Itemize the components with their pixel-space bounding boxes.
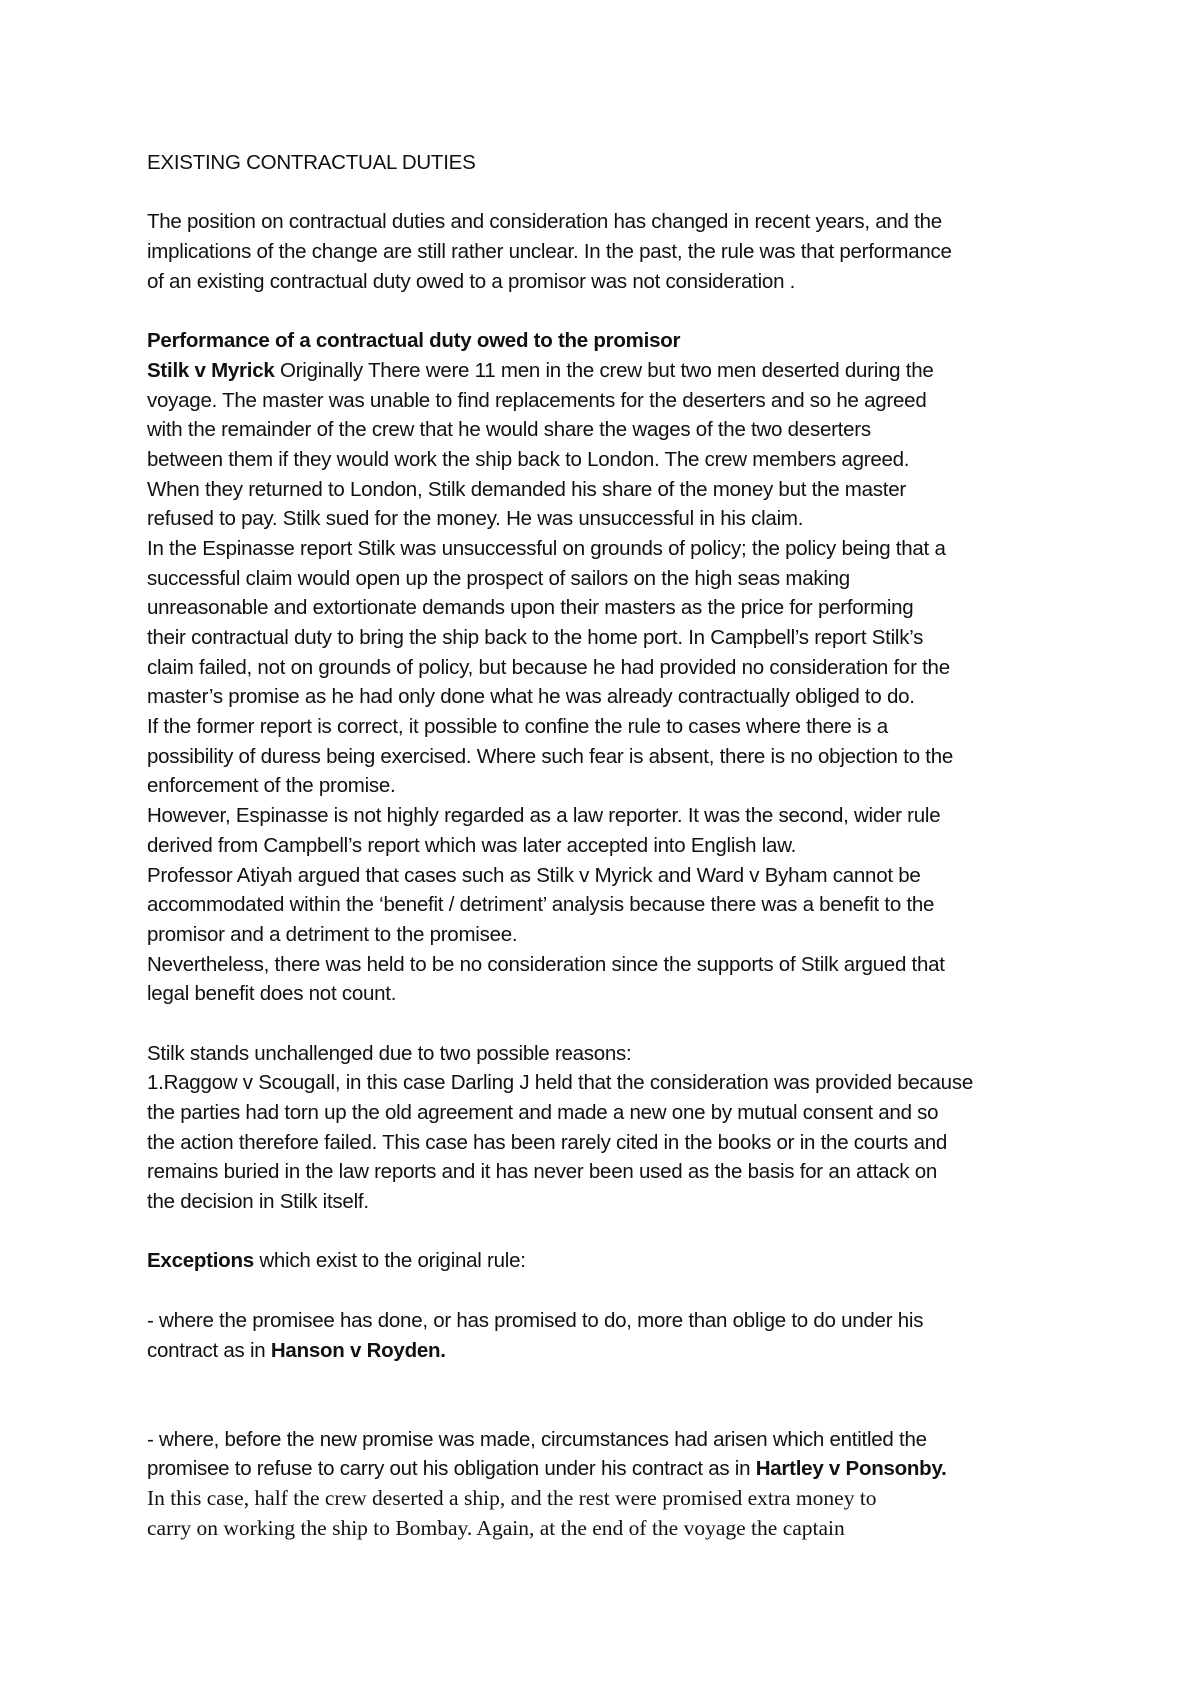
paragraph-line: promisor and a detriment to the promisee. (147, 922, 518, 946)
section-heading-text: Performance of a contractual duty owed to the promisor (147, 329, 681, 353)
paragraph-line: their contractual duty to bring the ship back to the home port. In Campbell’s report Stilk’s (147, 626, 924, 649)
paragraph-line: unreasonable and extortionate demands upon their masters as the price for performing (147, 596, 914, 620)
paragraph-line: voyage. The master was unable to find replacements for the deserters and so he agreed (147, 388, 927, 412)
paragraph-line: 1.Raggow v Scougall, in this case Darling J held that the consideration was provided because (147, 1071, 973, 1095)
exceptions-heading (147, 1246, 1077, 1276)
exception-item-1-line (147, 1336, 1077, 1366)
document-title: EXISTING CONTRACTUAL DUTIES (147, 151, 476, 174)
exceptions-heading-bold: Exceptions (147, 1249, 254, 1273)
paragraph-line: with the remainder of the crew that he would share the wages of the two deserters (147, 418, 871, 442)
spacer (147, 1217, 1077, 1247)
paragraph-line: Nevertheless, there was held to be no consideration since the supports of Stilk argued that (147, 952, 945, 976)
spacer (147, 296, 1077, 326)
intro-line: of an existing contractual duty owed to a promisor was not consideration . (147, 269, 796, 293)
spacer (147, 1276, 1077, 1306)
paragraph-line: accommodated within the ‘benefit / detriment’ analysis because there was a benefit to the (147, 893, 935, 917)
section-heading (147, 326, 1077, 356)
paragraph-line: the decision in Stilk itself. (147, 1190, 369, 1214)
paragraph-line: remains buried in the law reports and it has never been used as the basis for an attack on (147, 1160, 938, 1184)
paragraph-line: When they returned to London, Stilk demanded his share of the money but the master (147, 477, 906, 501)
paragraph-line: Professor Atiyah argued that cases such as Stilk v Myrick and Ward v Byham cannot be (147, 863, 921, 887)
exception-item-2-line (147, 1454, 1077, 1484)
exception-item-1-text: contract as in (147, 1338, 271, 1362)
exception-item-2-line: - where, before the new promise was made, circumstances had arisen which entitled the (147, 1427, 927, 1451)
paragraph-line: Stilk stands unchallenged due to two possible reasons: (147, 1041, 632, 1065)
exceptions-heading-text: which exist to the original rule: (253, 1249, 526, 1273)
spacer (147, 1009, 1077, 1039)
exception-item-2-text: promisee to refuse to carry out his obligation under his contract as in (147, 1457, 756, 1481)
paragraph-line: In the Espinasse report Stilk was unsuccessful on grounds of policy; the policy being that a (147, 536, 946, 560)
paragraph-line: derived from Campbell’s report which was later accepted into English law. (147, 833, 797, 857)
document-body (147, 148, 1077, 1543)
paragraph-line: possibility of duress being exercised. Where such fear is absent, there is no objection to the (147, 744, 954, 768)
spacer (147, 1365, 1077, 1395)
paragraph-line: between them if they would work the ship back to London. The crew members agreed. (147, 447, 910, 471)
paragraph-line: If the former report is correct, it possible to confine the rule to cases where there is a (147, 715, 888, 739)
case-name-hanson: Hanson v Royden. (270, 1338, 446, 1362)
spacer (147, 1395, 1077, 1425)
paragraph-line: refused to pay. Stilk sued for the money. He was unsuccessful in his claim. (147, 507, 804, 531)
serif-paragraph-line: carry on working the ship to Bombay. Again, at the end of the voyage the captain (147, 1515, 845, 1540)
paragraph-line: However, Espinasse is not highly regarded as a law reporter. It was the second, wider rule (147, 804, 941, 828)
paragraph-line: the parties had torn up the old agreement and made a new one by mutual consent and so (147, 1101, 939, 1124)
intro-line: The position on contractual duties and consideration has changed in recent years, and the (147, 210, 942, 234)
paragraph-line: legal benefit does not count. (147, 982, 397, 1006)
paragraph-line: enforcement of the promise. (147, 774, 396, 798)
serif-paragraph-line: In this case, half the crew deserted a ship, and the rest were promised extra money to (147, 1485, 877, 1510)
stilk-first-line (147, 356, 1077, 386)
exception-item-1-line: - where the promisee has done, or has promised to do, more than oblige to do under his (147, 1308, 924, 1332)
paragraph-line: master’s promise as he had only done what he was already contractually obliged to do. (147, 685, 915, 709)
case-name-hartley: Hartley v Ponsonby. (755, 1457, 947, 1481)
paragraph-line: the action therefore failed. This case has been rarely cited in the books or in the courts and (147, 1130, 948, 1154)
paragraph-line: successful claim would open up the prospect of sailors on the high seas making (147, 566, 850, 590)
stilk-first-line-text: Originally There were 11 men in the crew but two men deserted during the (274, 358, 934, 382)
case-name-stilk: Stilk v Myrick (147, 358, 275, 382)
spacer (147, 178, 1077, 208)
intro-line: implications of the change are still rather unclear. In the past, the rule was that performance (147, 240, 952, 264)
paragraph-line: claim failed, not on grounds of policy, but because he had provided no consideration for the (147, 655, 950, 679)
